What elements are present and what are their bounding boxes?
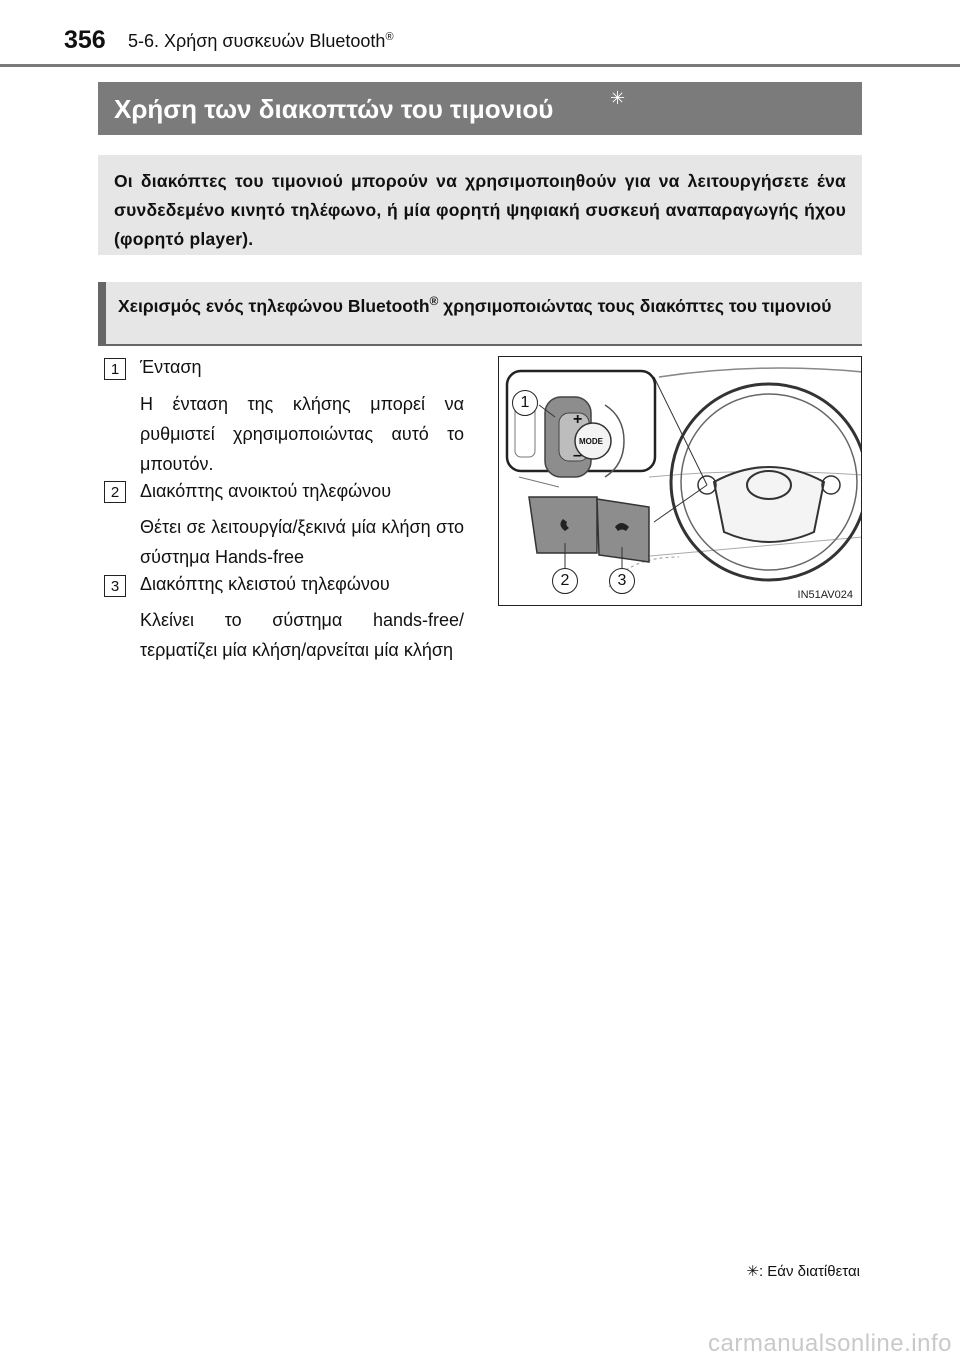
footnote (746, 1262, 860, 1280)
subheading-box (98, 282, 862, 346)
section-title: Χρήση των διακοπτών του τιμονιού (114, 94, 554, 124)
optional-mark-icon: ✳ (610, 88, 626, 108)
steering-wheel-drawing (499, 357, 862, 606)
item-number-2: 2 (104, 481, 126, 503)
item-title-3: Διακόπτης κλειστού τηλεφώνου (140, 574, 390, 594)
item-title-2: Διακόπτης ανοικτού τηλεφώνου (140, 481, 392, 501)
header-rule (0, 64, 960, 67)
callout-1: 1 (512, 390, 538, 416)
figure-minus-sign: – (573, 447, 582, 464)
watermark: carmanualsonline.info (708, 1330, 952, 1357)
item-desc-1: Η ένταση της κλήσης μπορεί να ρυθμιστεί χρησιμοποιώντας αυτό το μπουτόν. (140, 394, 464, 474)
intro-box (98, 155, 862, 255)
registered-mark: ® (429, 294, 439, 308)
item-number-3: 3 (104, 575, 126, 597)
footnote-text: : Εάν διατίθεται (758, 1263, 860, 1280)
figure-plus-sign: + (573, 411, 583, 428)
item-title-1: Ένταση (140, 357, 202, 377)
chapter-title: 5-6. Χρήση συσκευών Bluetooth (128, 31, 386, 51)
figure-code: IN51AV024 (797, 589, 853, 601)
section-title-bar (98, 82, 862, 135)
registered-mark: ® (385, 31, 394, 43)
item-desc-2: Θέτει σε λειτουργία/ξεκινά μία κλήση στο σύστημα Hands-free (140, 517, 464, 567)
optional-mark-icon: ✳ (746, 1263, 759, 1280)
item-number-1: 1 (104, 358, 126, 380)
subheading-text: Χειρισμός ενός τηλεφώνου Bluetooth® χρησιμοποιώντας τους διακόπτες του τιμονιού (118, 294, 832, 316)
figure-mode-label: MODE (579, 437, 603, 446)
intro-text: Οι διακόπτες του τιμονιού μπορούν να χρησιμοποιηθούν για να λειτουργήσετε ένα συνδεδεμένο κινητό τηλέφωνο, ή μία φορητή ψηφιακή συσκευή αναπαραγωγής ήχου (φορητό player). (114, 171, 846, 249)
item-desc-3: Κλείνει το σύστημα hands-free/τερματίζει μία κλήση/αρνείται μία κλήση (140, 610, 464, 660)
running-header (128, 31, 394, 52)
steering-switch-illustration (498, 356, 862, 606)
callout-2: 2 (552, 568, 578, 594)
page-number: 356 (64, 26, 106, 54)
callout-3: 3 (609, 568, 635, 594)
